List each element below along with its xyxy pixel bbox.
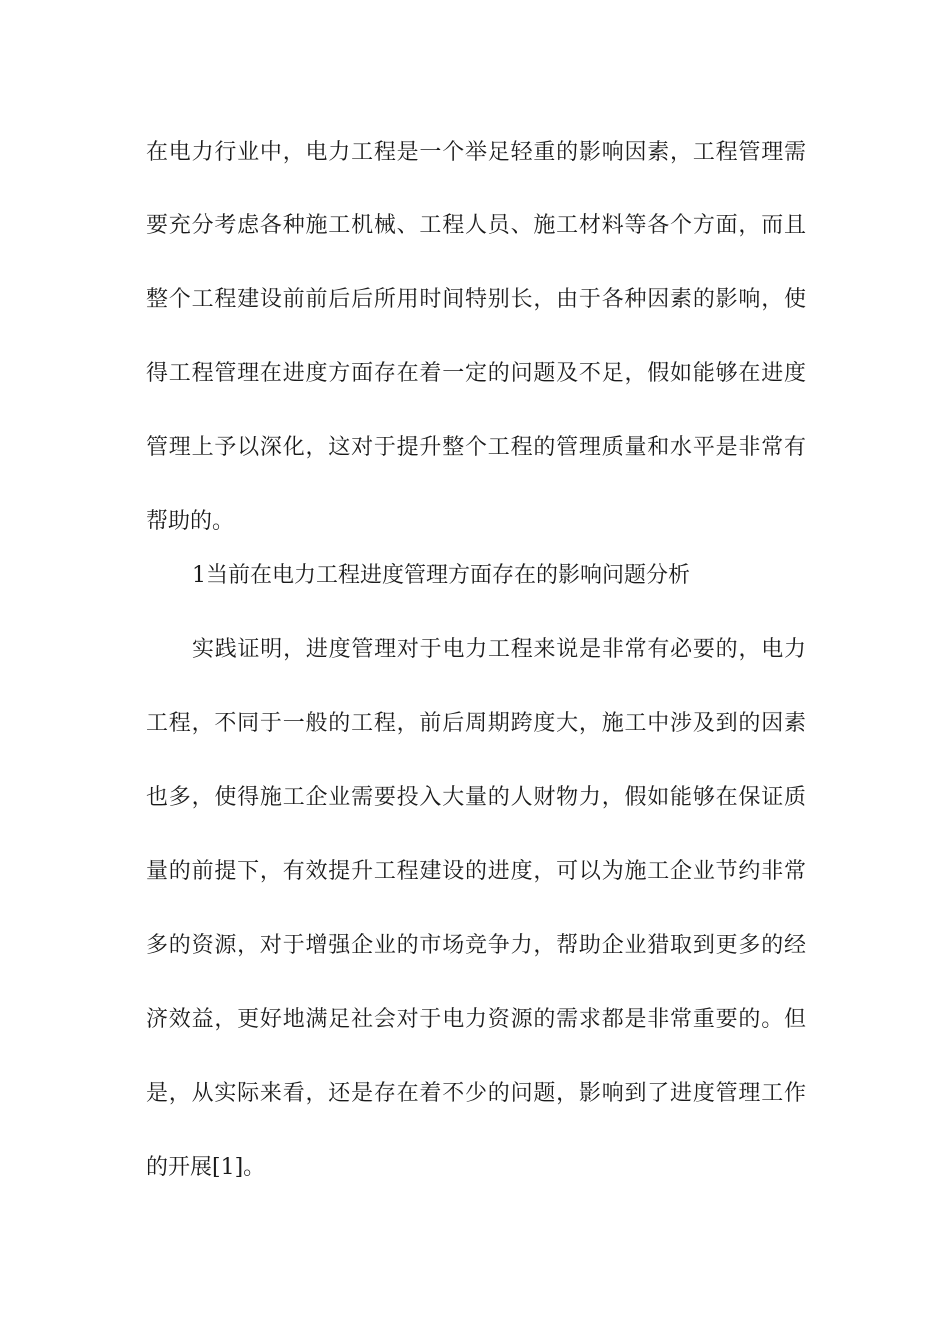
- paragraph-1-line-6: 帮助的。: [146, 509, 235, 534]
- paragraph-2-line-8: 的开展[1]。: [146, 1155, 266, 1180]
- paragraph-1-line-3: 整个工程建设前前后后所用时间特别长，由于各种因素的影响，使: [146, 287, 806, 312]
- paragraph-1-line-2: 要充分考虑各种施工机械、工程人员、施工材料等各个方面，而且: [146, 213, 806, 238]
- paragraph-2-line-3: 也多，使得施工企业需要投入大量的人财物力，假如能够在保证质: [146, 785, 806, 810]
- paragraph-2-line-4: 量的前提下，有效提升工程建设的进度，可以为施工企业节约非常: [146, 859, 806, 884]
- paragraph-1-line-4: 得工程管理在进度方面存在着一定的问题及不足，假如能够在进度: [146, 361, 806, 386]
- paragraph-2-line-7: 是，从实际来看，还是存在着不少的问题，影响到了进度管理工作: [146, 1081, 806, 1106]
- paragraph-2-line-1: 实践证明，进度管理对于电力工程来说是非常有必要的，电力: [192, 637, 806, 662]
- paragraph-2-line-5: 多的资源，对于增强企业的市场竞争力，帮助企业猎取到更多的经: [146, 933, 806, 958]
- paragraph-2-line-2: 工程，不同于一般的工程，前后周期跨度大，施工中涉及到的因素: [146, 711, 806, 736]
- paragraph-2-line-6: 济效益，更好地满足社会对于电力资源的需求都是非常重要的。但: [146, 1007, 806, 1032]
- section-heading: 1当前在电力工程进度管理方面存在的影响问题分析: [192, 563, 690, 588]
- paragraph-1-line-5: 管理上予以深化，这对于提升整个工程的管理质量和水平是非常有: [146, 435, 806, 460]
- paragraph-1-line-1: 在电力行业中，电力工程是一个举足轻重的影响因素，工程管理需: [146, 140, 806, 165]
